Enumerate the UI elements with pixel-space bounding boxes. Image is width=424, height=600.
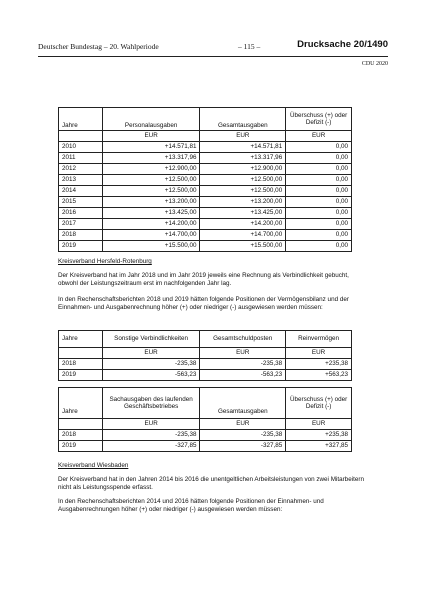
table-cell: 2019 xyxy=(59,370,103,381)
page-header xyxy=(38,40,388,56)
table-cell: 0,00 xyxy=(286,186,352,197)
table-row xyxy=(59,208,352,219)
table-row xyxy=(59,359,352,370)
table-cell: 0,00 xyxy=(286,208,352,219)
unit-cell: EUR xyxy=(102,131,200,142)
table-cell: +13.317,96 xyxy=(102,153,200,164)
table-cell: +235,38 xyxy=(286,430,352,441)
table-cell: 2016 xyxy=(59,208,103,219)
table-cell: +12.900,00 xyxy=(102,164,200,175)
table-cell: 0,00 xyxy=(286,153,352,164)
table-unit-row xyxy=(59,131,352,142)
party-label: CDU 2020 xyxy=(361,61,388,67)
col-header: Jahre xyxy=(59,388,103,419)
table-cell: -563,23 xyxy=(102,370,200,381)
table-row xyxy=(59,441,352,452)
table-cell: 2012 xyxy=(59,164,103,175)
table-cell: 0,00 xyxy=(286,230,352,241)
unit-cell: EUR xyxy=(286,348,352,359)
table-cell: +13.425,00 xyxy=(200,208,286,219)
table-cell: +14.700,00 xyxy=(102,230,200,241)
table-cell: +13.200,00 xyxy=(102,197,200,208)
col-header: Personalausgaben xyxy=(102,108,200,131)
table-personalausgaben xyxy=(58,107,352,252)
table-cell: 2014 xyxy=(59,186,103,197)
header-left: Deutscher Bundestag – 20. Wahlperiode xyxy=(38,42,159,51)
unit-cell: EUR xyxy=(102,348,200,359)
paragraph: Der Kreisverband hat im Jahr 2018 und im Jahr 2019 jeweils eine Rechnung als Verbindlichkeit gebucht, obwohl der Leistungszeitraum erst im nachfolgenden Jahr lag. xyxy=(58,272,349,288)
table-cell: +14.571,81 xyxy=(200,142,286,153)
paragraph: In den Rechenschaftsberichten 2014 und 2016 hätten folgende Positionen der Einnahmen- und Ausgabenrechnungen höher (+) oder niedriger (-) ausgewiesen werden müssen: xyxy=(58,498,324,514)
table-cell: +13.200,00 xyxy=(200,197,286,208)
table-header-row xyxy=(59,108,352,131)
col-header: Jahre xyxy=(59,331,103,348)
unit-cell xyxy=(59,419,103,430)
unit-cell: EUR xyxy=(200,131,286,142)
table-cell: -235,38 xyxy=(102,359,200,370)
table-cell: 2018 xyxy=(59,430,103,441)
table-cell: +14.700,00 xyxy=(200,230,286,241)
table-cell: 0,00 xyxy=(286,241,352,252)
table-cell: +14.200,00 xyxy=(102,219,200,230)
table-row xyxy=(59,219,352,230)
table-cell: +563,23 xyxy=(286,370,352,381)
table-cell: 2018 xyxy=(59,359,103,370)
unit-cell: EUR xyxy=(286,131,352,142)
table-cell: +12.500,00 xyxy=(200,186,286,197)
table-header-row xyxy=(59,331,352,348)
table-cell: +15.500,00 xyxy=(200,241,286,252)
col-header: Gesamtschuldposten xyxy=(200,331,286,348)
table-cell: 0,00 xyxy=(286,175,352,186)
table-cell: 2017 xyxy=(59,219,103,230)
table-header-row xyxy=(59,388,352,419)
table-cell: 2019 xyxy=(59,241,103,252)
table-cell: 2018 xyxy=(59,230,103,241)
table-row xyxy=(59,175,352,186)
table-row xyxy=(59,230,352,241)
table-cell: +15.500,00 xyxy=(102,241,200,252)
table-cell: 2010 xyxy=(59,142,103,153)
table-cell: +13.317,96 xyxy=(200,153,286,164)
unit-cell xyxy=(59,131,103,142)
table-cell: 0,00 xyxy=(286,219,352,230)
col-header: Jahre xyxy=(59,108,103,131)
table-cell: +235,38 xyxy=(286,359,352,370)
table-row xyxy=(59,186,352,197)
table-cell: 0,00 xyxy=(286,164,352,175)
table-row xyxy=(59,430,352,441)
table-unit-row xyxy=(59,348,352,359)
table-cell: +12.900,00 xyxy=(200,164,286,175)
table-cell: +14.571,81 xyxy=(102,142,200,153)
unit-cell: EUR xyxy=(200,348,286,359)
table-cell: 2019 xyxy=(59,441,103,452)
col-header: Sachausgaben des laufenden Geschäftsbetriebes xyxy=(102,388,200,419)
table-cell: +14.200,00 xyxy=(200,219,286,230)
table-cell: 2013 xyxy=(59,175,103,186)
table-cell: 0,00 xyxy=(286,142,352,153)
table-cell: +327,85 xyxy=(286,441,352,452)
table-row xyxy=(59,370,352,381)
table-cell: -327,85 xyxy=(200,441,286,452)
paragraph: In den Rechenschaftsberichten 2018 und 2019 hätten folgende Positionen der Vermögensbilanz und der Einnahmen- und Ausgabenrechnung höher (+) oder niedriger (-) ausgewiesen werden müssen: xyxy=(58,296,349,312)
col-header: Überschuss (+) oder Defizit (-) xyxy=(286,108,352,131)
table-unit-row xyxy=(59,419,352,430)
col-header: Gesamtausgaben xyxy=(200,108,286,131)
table-cell: +12.500,00 xyxy=(102,186,200,197)
table-cell: -235,38 xyxy=(102,430,200,441)
table-cell: +13.425,00 xyxy=(102,208,200,219)
table-cell: -563,23 xyxy=(200,370,286,381)
table-cell: +12.500,00 xyxy=(102,175,200,186)
table-cell: 2015 xyxy=(59,197,103,208)
table-cell: +12.500,00 xyxy=(200,175,286,186)
table-cell: 0,00 xyxy=(286,197,352,208)
unit-cell: EUR xyxy=(200,419,286,430)
col-header: Gesamtausgaben xyxy=(200,388,286,419)
table-row xyxy=(59,197,352,208)
section-heading: Kreisverband Wiesbaden xyxy=(58,462,129,469)
table-row xyxy=(59,164,352,175)
table-cell: -235,38 xyxy=(200,430,286,441)
table-row xyxy=(59,142,352,153)
col-header: Überschuss (+) oder Defizit (-) xyxy=(286,388,352,419)
header-rule xyxy=(38,56,388,57)
table-sachausgaben xyxy=(58,387,352,452)
table-cell: 2011 xyxy=(59,153,103,164)
table-cell: -235,38 xyxy=(200,359,286,370)
unit-cell: EUR xyxy=(102,419,200,430)
unit-cell: EUR xyxy=(286,419,352,430)
section-heading: Kreisverband Hersfeld-Rotenburg xyxy=(58,258,152,265)
unit-cell xyxy=(59,348,103,359)
paragraph: Der Kreisverband hat in den Jahren 2014 bis 2016 die unentgeltlichen Arbeitsleistungen von zwei Mitarbeitern nicht als Leistungsspende erfasst. xyxy=(58,476,364,492)
table-row xyxy=(59,241,352,252)
page-number: – 115 – xyxy=(238,42,261,51)
col-header: Reinvermögen xyxy=(286,331,352,348)
document-number: Drucksache 20/1490 xyxy=(297,39,388,50)
col-header: Sonstige Verbindlichkeiten xyxy=(102,331,200,348)
table-verbindlichkeiten xyxy=(58,330,352,381)
table-cell: -327,85 xyxy=(102,441,200,452)
table-row xyxy=(59,153,352,164)
